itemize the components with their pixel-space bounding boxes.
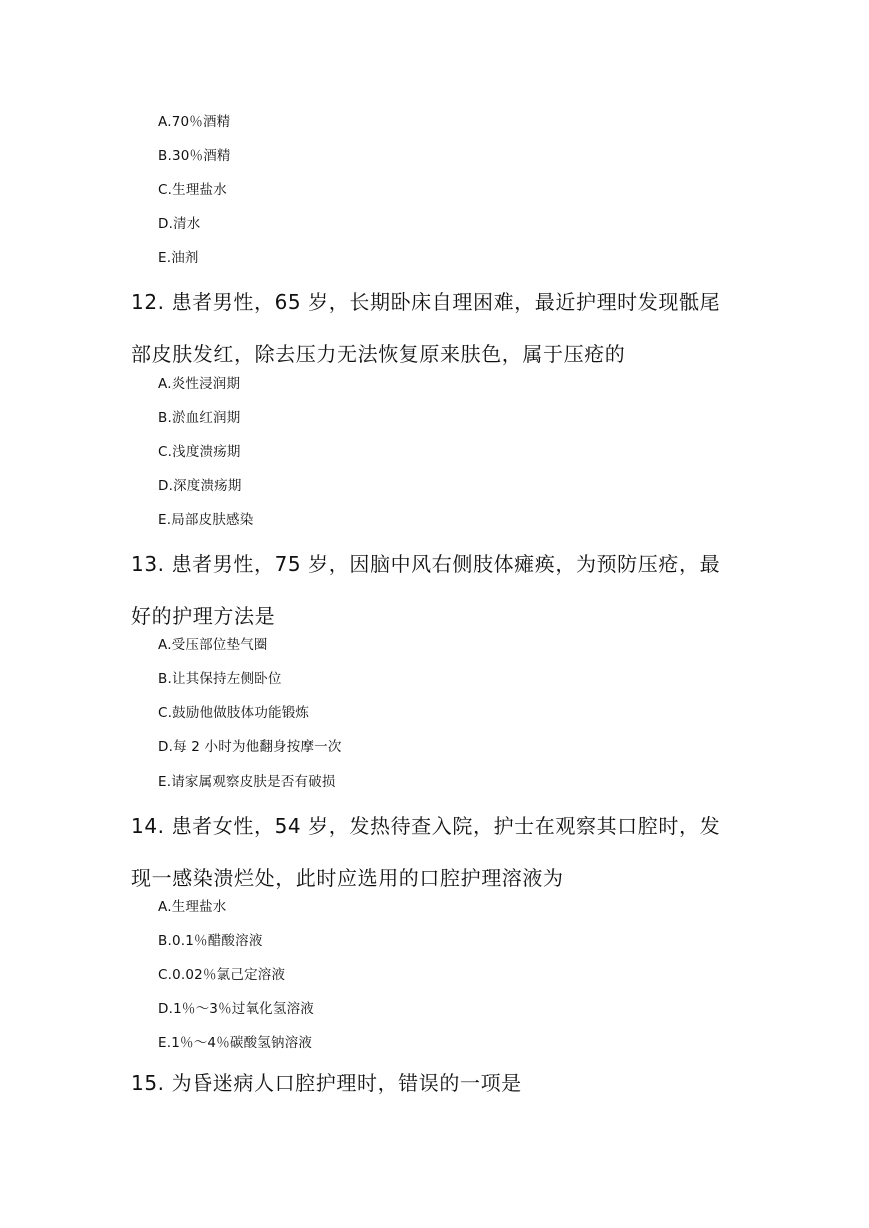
option-b: B.0.1％醋酸溶液 [158, 933, 263, 949]
question-13-text: 13. 患者男性，75 岁，因脑中风右侧肢体瘫痪，为预防压疮，最好的护理方法是 [131, 552, 721, 628]
option-c: C.0.02％氯己定溶液 [158, 967, 286, 983]
option-d: D.每 2 小时为他翻身按摩一次 [158, 739, 342, 755]
option-a: A.70％酒精 [158, 114, 231, 130]
option-d: D.清水 [158, 216, 201, 232]
option-e: E.局部皮肤感染 [158, 512, 254, 528]
option-b: B.淤血红润期 [158, 410, 241, 426]
option-e: E.油剂 [158, 250, 199, 266]
option-e: E.请家属观察皮肤是否有破损 [158, 774, 336, 790]
option-c: C.生理盐水 [158, 182, 227, 198]
question-12-text: 12. 患者男性，65 岁，长期卧床自理困难，最近护理时发现骶尾部皮肤发红，除去压力无法恢复原来肤色，属于压疮的 [131, 290, 721, 366]
question-14-text: 14. 患者女性，54 岁，发热待查入院，护士在观察其口腔时，发现一感染溃烂处，此时应选用的口腔护理溶液为 [131, 814, 721, 890]
question-15-text: 15. 为昏迷病人口腔护理时，错误的一项是 [131, 1071, 522, 1095]
option-a: A.生理盐水 [158, 899, 227, 915]
option-a: A.受压部位垫气圈 [158, 637, 268, 653]
option-a: A.炎性浸润期 [158, 376, 241, 392]
option-c: C.鼓励他做肢体功能锻炼 [158, 705, 310, 721]
option-e: E.1％～4％碳酸氢钠溶液 [158, 1035, 313, 1051]
option-b: B.30％酒精 [158, 148, 231, 164]
option-c: C.浅度溃疡期 [158, 444, 241, 460]
option-b: B.让其保持左侧卧位 [158, 671, 282, 687]
option-d: D.1％～3％过氧化氢溶液 [158, 1001, 314, 1017]
option-d: D.深度溃疡期 [158, 478, 242, 494]
